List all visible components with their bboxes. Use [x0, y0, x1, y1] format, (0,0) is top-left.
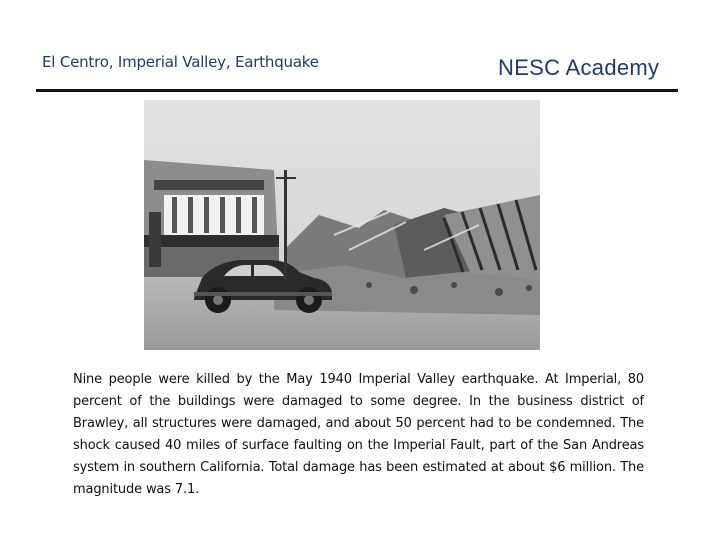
photo-illustration	[144, 100, 540, 350]
slide-title: El Centro, Imperial Valley, Earthquake	[42, 53, 319, 71]
description-paragraph: Nine people were killed by the May 1940 Imperial Valley earthquake. At Imperial, 80 percent of the buildings were damaged to some degree. In the business district of Brawley, all structures were damaged, and about 50 percent had to be condemned. The shock caused 40 miles of surface faulting on the Imperial Fault, part of the San Andreas system in southern California. Total damage has been estimated at about $6 million. The magnitude was 7.1.	[73, 372, 644, 497]
brand-name: NESC Academy	[498, 55, 660, 80]
earthquake-damage-photo	[144, 100, 540, 350]
header-divider	[36, 89, 678, 92]
